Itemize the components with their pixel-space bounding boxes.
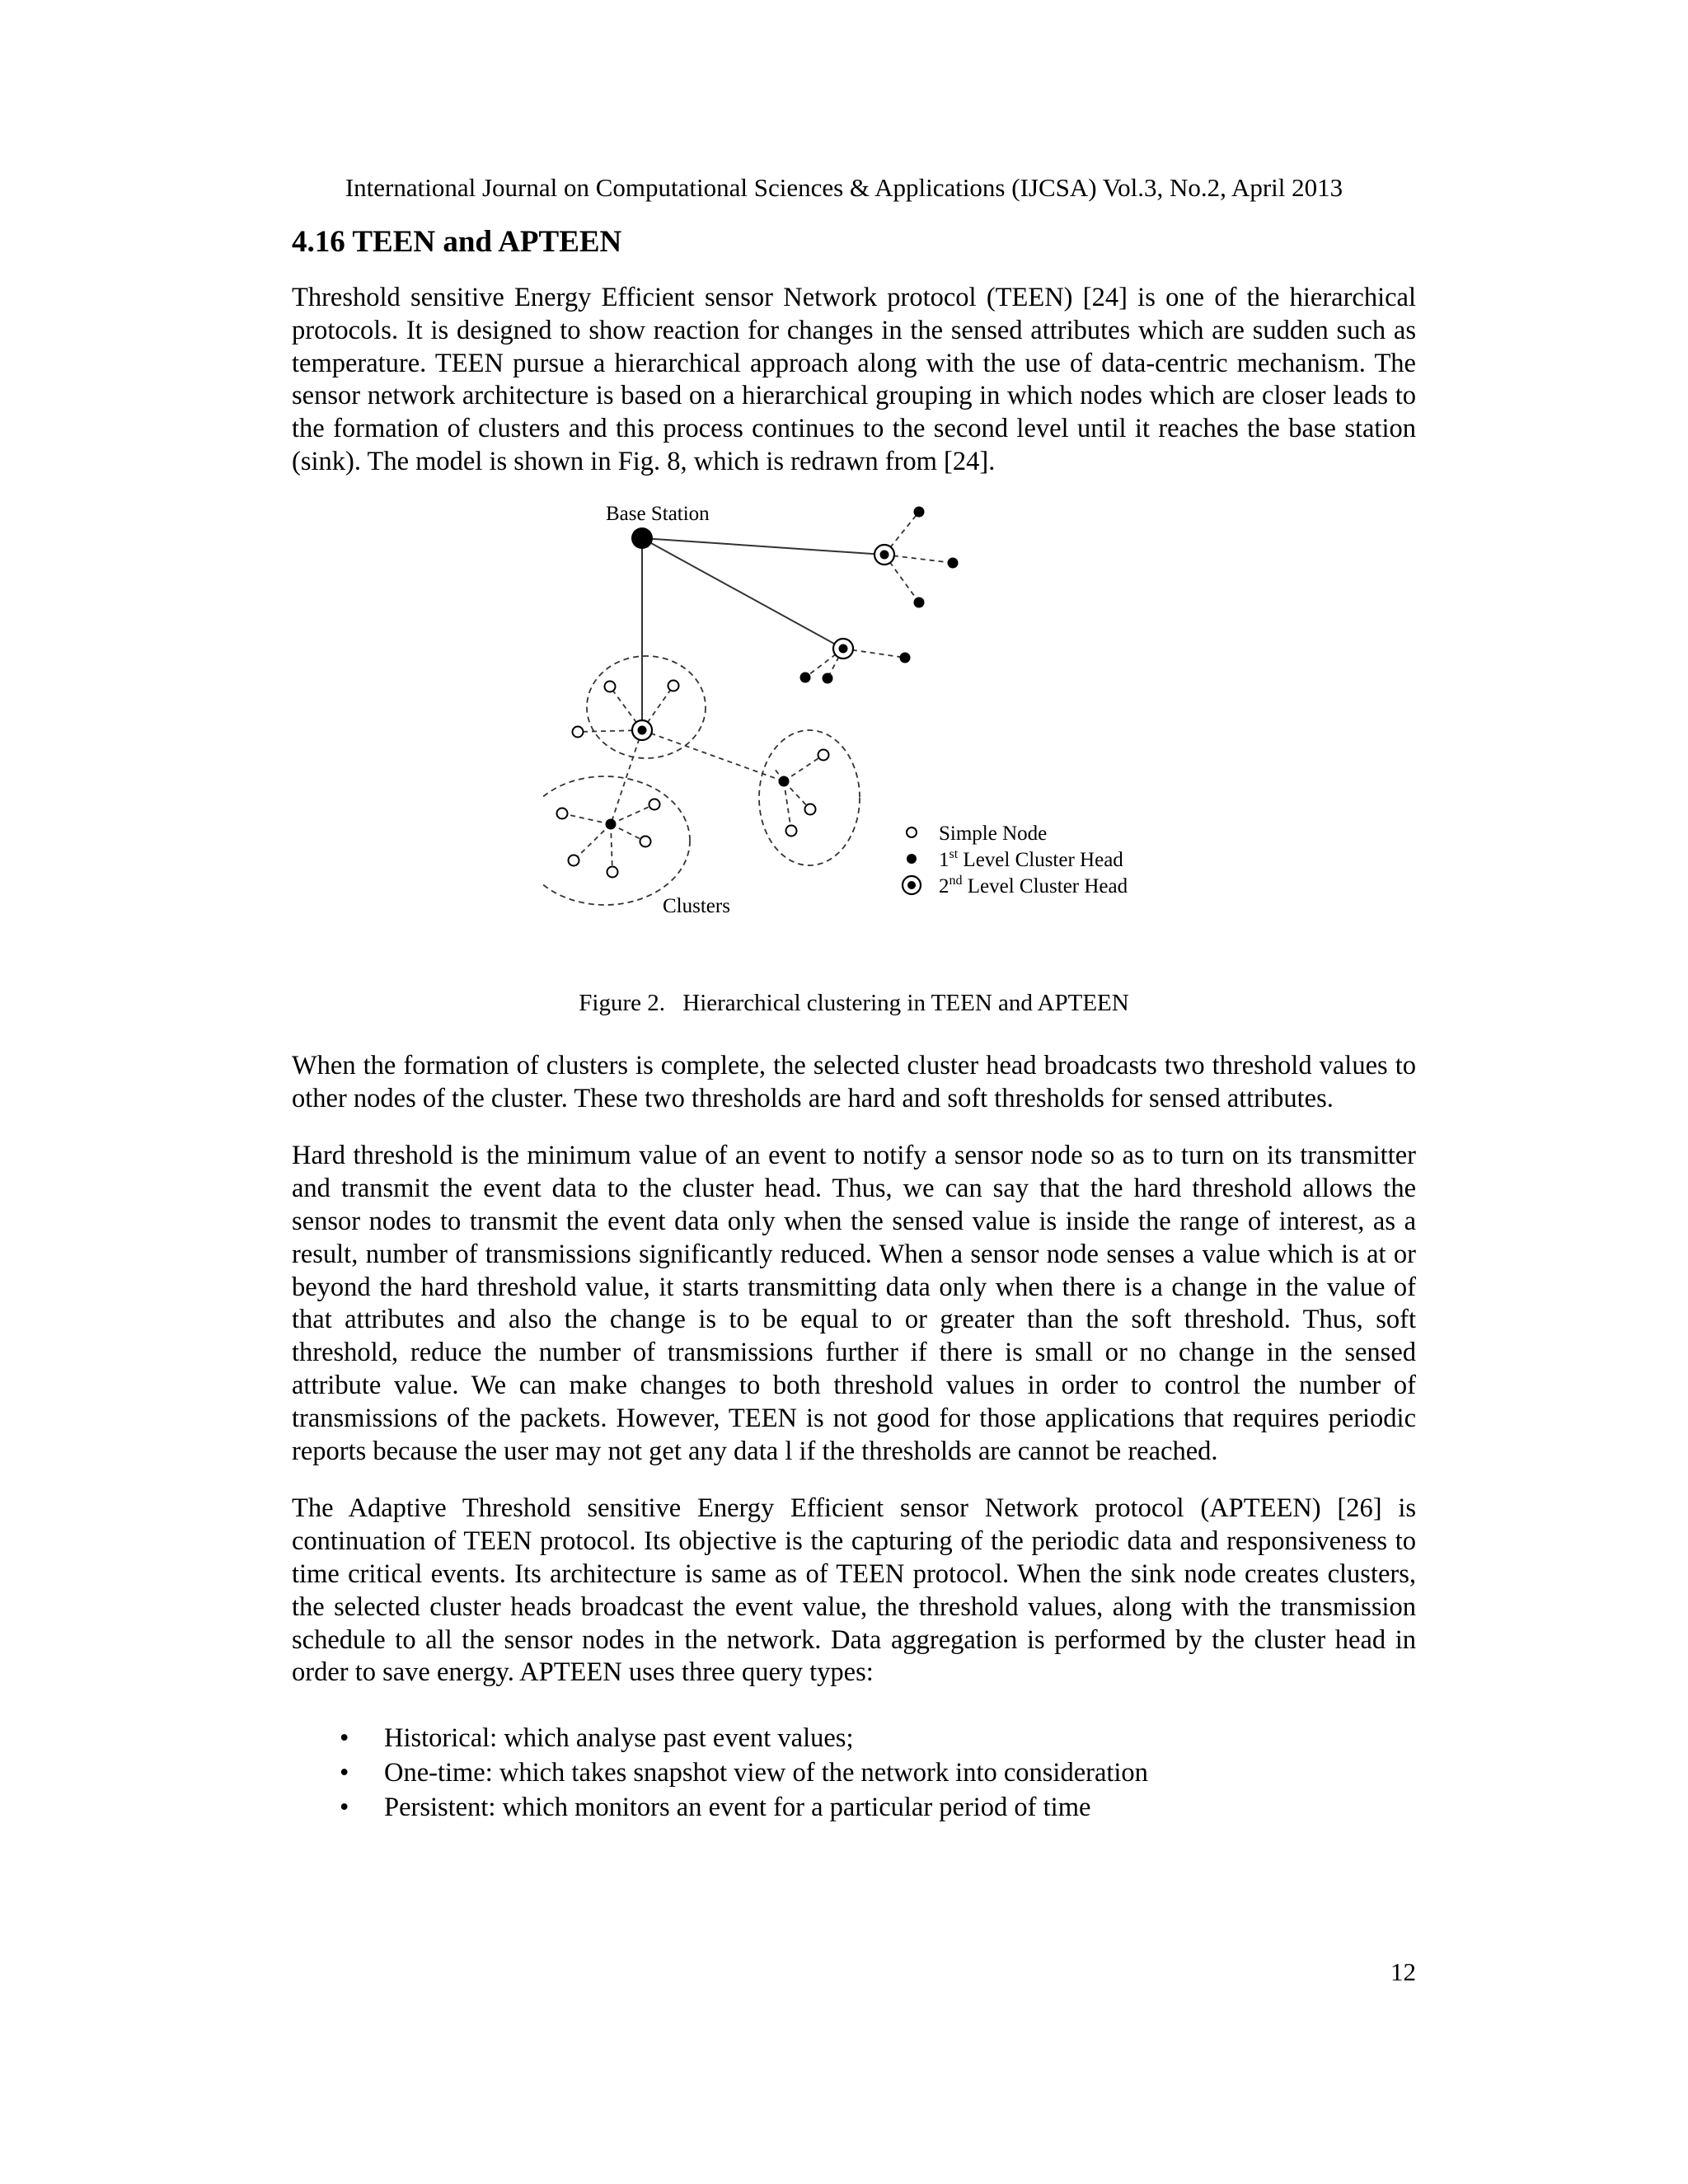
bullet-icon: • bbox=[340, 1793, 349, 1823]
base-station-label: Base Station bbox=[606, 503, 710, 525]
paragraph-3: Hard threshold is the minimum value of an event to notify a sensor node so as to turn on its transmitter and transmit the event data to the cluster head. Thus, we can say that the hard threshold allows the sensor nodes to transmit the event data only when the sensed value is inside the range of interest, as a result, number of transmissions significantly reduced. When a sensor node senses a value which is at or beyond the hard threshold value, it starts transmitting data only when there is a change in the value of that attributes and also the change is to be equal to or greater than the soft threshold. Thus, soft threshold, reduce the number of transmissions further if there is small or no change in the sensed attribute value. We can make changes to both threshold values in order to control the number of transmissions of the packets. However, TEEN is not good for those applications that requires periodic reports because the user may not get any data l if the thresholds are cannot be reached. bbox=[292, 1141, 1416, 1466]
legend-first-level-icon bbox=[907, 854, 917, 864]
simple-node bbox=[569, 855, 579, 865]
legend-simple-node-icon bbox=[907, 827, 917, 837]
base-station-node bbox=[631, 527, 653, 549]
figure-caption-number: Figure 2. bbox=[579, 989, 665, 1016]
first-level-node bbox=[900, 652, 911, 663]
legend-second-level-label: 2nd Level Cluster Head bbox=[939, 873, 1128, 898]
clustering-diagram bbox=[543, 504, 1137, 980]
bullet-icon: • bbox=[340, 1723, 349, 1754]
simple-node bbox=[573, 726, 584, 737]
simple-node bbox=[805, 804, 816, 814]
link-bs-ch-top bbox=[642, 538, 884, 555]
list-item: • Historical: which analyse past event values; bbox=[292, 1721, 1416, 1755]
simple-node bbox=[607, 866, 618, 877]
figure-caption bbox=[292, 990, 1416, 1017]
running-header: International Journal on Computational Sciences & Applications (IJCSA) Vol.3, No.2, April 2013 bbox=[345, 173, 1343, 202]
simple-node bbox=[605, 681, 616, 691]
list-item: • One-time: which takes snapshot view of the network into consideration bbox=[292, 1755, 1416, 1790]
section-title: 4.16 TEEN and APTEEN bbox=[292, 225, 622, 259]
figure-caption-text: Hierarchical clustering in TEEN and APTEEN bbox=[682, 989, 1129, 1016]
paragraph-4: The Adaptive Threshold sensitive Energy Efficient sensor Network protocol (APTEEN) [26] is continuation of TEEN protocol. Its objective is the capturing of the periodic data and responsiveness to time critical events. Its architecture is same as of TEEN protocol. When the sink node creates clusters, the selected cluster heads broadcast the event value, the threshold values, along with the transmission schedule to all the sensor nodes in the network. Data aggregation is performed by the cluster head in order to save energy. APTEEN uses three query types: bbox=[292, 1493, 1416, 1688]
legend-simple-node-label: Simple Node bbox=[939, 822, 1048, 845]
link-bs-ch-mid bbox=[642, 538, 843, 649]
first-level-node bbox=[800, 672, 811, 682]
list-item: • Persistent: which monitors an event for a particular period of time bbox=[292, 1790, 1416, 1825]
simple-node bbox=[557, 808, 568, 818]
first-level-node bbox=[823, 673, 833, 683]
legend bbox=[903, 823, 1128, 898]
second-level-cluster-head bbox=[632, 720, 652, 740]
first-level-node bbox=[914, 597, 925, 607]
simple-node bbox=[640, 836, 651, 846]
first-level-cluster-head bbox=[779, 776, 790, 786]
simple-node bbox=[668, 680, 679, 691]
cluster-ellipse-3 bbox=[759, 730, 860, 865]
legend-first-level-label: 1st Level Cluster Head bbox=[939, 846, 1123, 871]
first-level-node bbox=[914, 506, 925, 517]
cluster-ellipse-1 bbox=[587, 656, 706, 758]
cluster-ellipse-2 bbox=[543, 776, 690, 905]
paragraph-1: Threshold sensitive Energy Efficient sensor Network protocol (TEEN) [24] is one of the hierarchical protocols. It is designed to show reaction for changes in the sensed attributes which are sudden such as temperature. TEEN pursue a hierarchical approach along with the use of data-centric mechanism. The sensor network architecture is based on a hierarchical grouping in which nodes which are closer leads to the formation of clusters and this process continues to the second level until it reaches the base station (sink). The model is shown in Fig. 8, which is redrawn from [24]. bbox=[292, 283, 1416, 476]
main-content bbox=[292, 221, 1416, 1825]
simple-node bbox=[649, 799, 660, 809]
second-level-cluster-head bbox=[833, 639, 853, 658]
page-number: 12 bbox=[1390, 1957, 1416, 1986]
second-level-cluster-head bbox=[874, 545, 894, 565]
simple-node bbox=[786, 825, 797, 836]
clusters-label: Clusters bbox=[663, 894, 730, 917]
first-level-node bbox=[948, 557, 959, 568]
bullet-icon: • bbox=[340, 1758, 349, 1788]
figure-hierarchical-clustering bbox=[292, 504, 1416, 980]
paragraph-2: When the formation of clusters is complete, the selected cluster head broadcasts two threshold values to other nodes of the cluster. These two thresholds are hard and soft thresholds for sensed attributes. bbox=[292, 1050, 1416, 1113]
query-types-list bbox=[292, 1721, 1416, 1825]
simple-node bbox=[818, 749, 829, 760]
first-level-cluster-head bbox=[606, 818, 617, 829]
